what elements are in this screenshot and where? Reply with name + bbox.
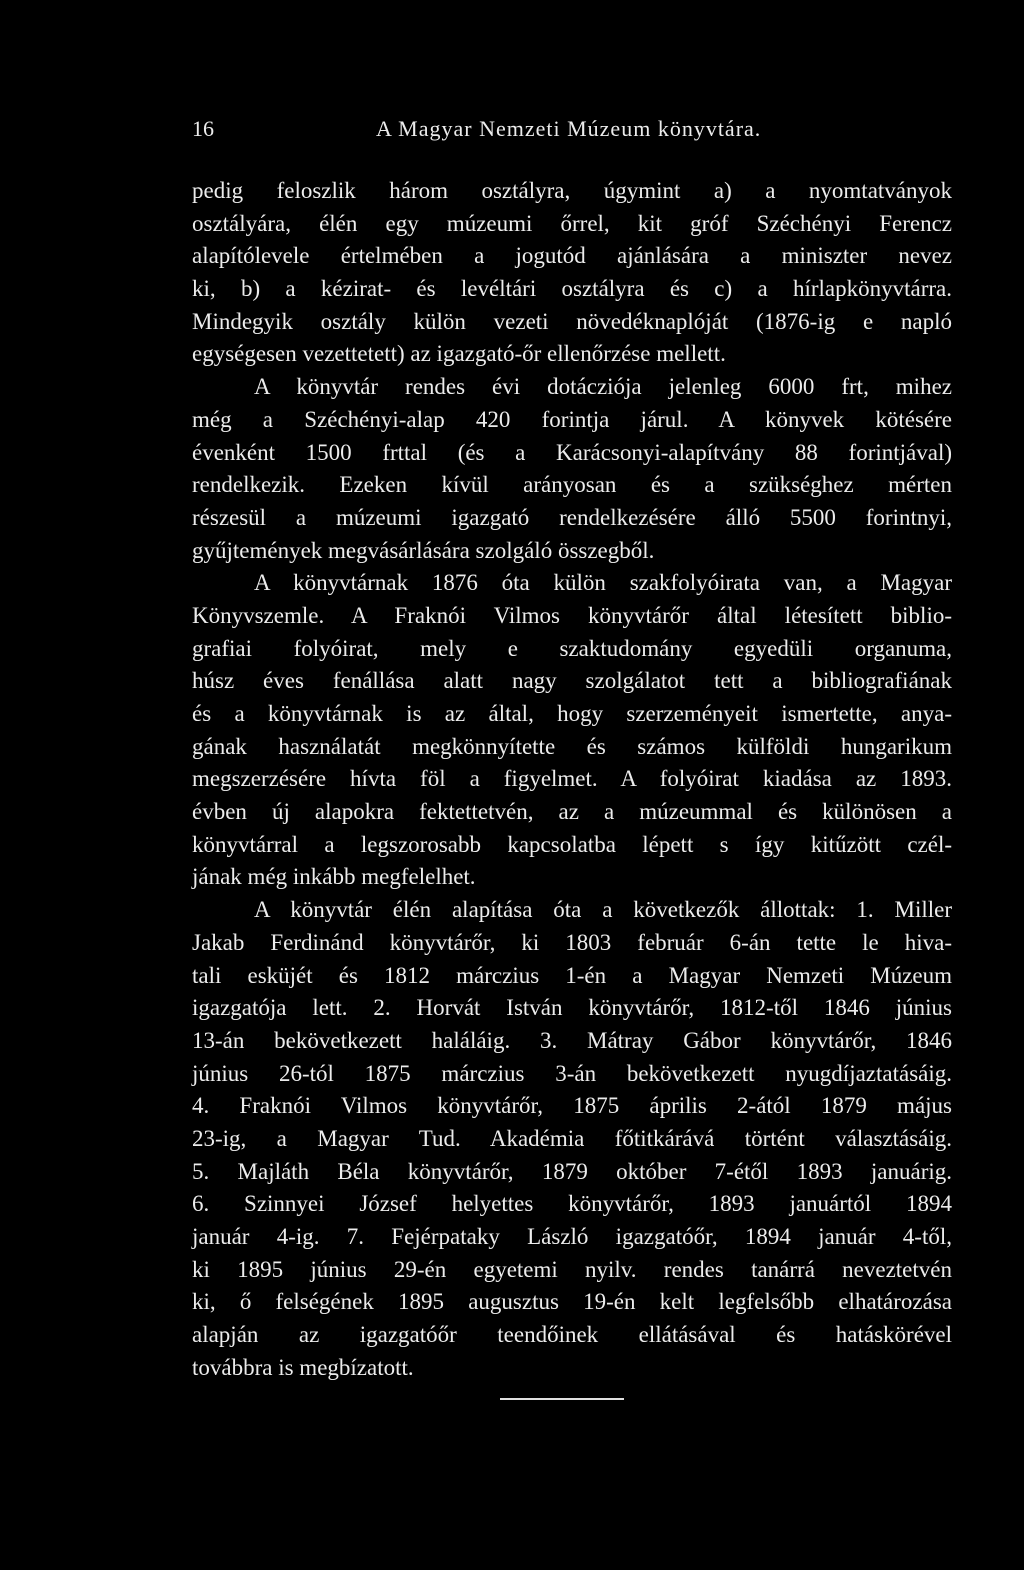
text-line: ki 1895 június 29-én egyetemi nyilv. rendes tanárrá neveztetvén <box>192 1256 952 1282</box>
text-line: alapítólevele értelmében a jogutód ajánlására a miniszter nevez <box>192 243 952 269</box>
running-title: A Magyar Nemzeti Múzeum könyvtára. <box>376 116 762 141</box>
section-end-rule <box>500 1398 624 1400</box>
text-line: jának még inkább megfelelhet. <box>192 864 476 890</box>
text-line: 13-án bekövetkezett haláláig. 3. Mátray Gábor könyvtárőr, 1846 <box>192 1027 952 1053</box>
text-line: A könyvtár élén alapítása óta a következők állottak: 1. Miller <box>254 897 952 923</box>
text-line: osztályára, élén egy múzeumi őrrel, kit gróf Széchényi Ferencz <box>192 210 952 236</box>
text-line: Jakab Ferdinánd könyvtárőr, ki 1803 február 6-án tette le hiva- <box>192 929 952 955</box>
text-line: továbbra is megbízatott. <box>192 1354 414 1380</box>
text-line: alapján az igazgatóőr teendőinek ellátásával és hatáskörével <box>192 1322 952 1348</box>
text-line: ki, b) a kézirat- és levéltári osztályra és c) a hírlapkönyvtárra. <box>192 276 952 302</box>
page-number: 16 <box>192 116 214 141</box>
text-line: tali esküjét és 1812 márczius 1-én a Magyar Nemzeti Múzeum <box>192 962 952 988</box>
text-line: grafiai folyóirat, mely e szaktudomány egyedüli organuma, <box>192 635 952 661</box>
text-line: ki, ő felségének 1895 augusztus 19-én kelt legfelsőbb elhatározása <box>192 1289 952 1315</box>
text-line: A könyvtárnak 1876 óta külön szakfolyóirata van, a Magyar <box>254 570 952 596</box>
text-line: rendelkezik. Ezeken kívül arányosan és a szükséghez mérten <box>192 472 952 498</box>
text-line: igazgatója lett. 2. Horvát István könyvtárőr, 1812-től 1846 június <box>192 995 952 1021</box>
text-line: részesül a múzeumi igazgató rendelkezésére álló 5500 forintnyi, <box>192 504 952 530</box>
text-line: június 26-tól 1875 márczius 3-án bekövetkezett nyugdíjaztatásáig. <box>192 1060 952 1086</box>
text-line: Könyvszemle. A Fraknói Vilmos könyvtárőr által létesített biblio- <box>192 602 952 628</box>
text-line: könyvtárral a legszorosabb kapcsolatba lépett s így kitűzött czél- <box>192 831 952 857</box>
text-line: január 4-ig. 7. Fejérpataky László igazgatóőr, 1894 január 4-től, <box>192 1224 952 1249</box>
body-text <box>192 175 952 1384</box>
text-line: évben új alapokra fektettetvén, az a múzeummal és különösen a <box>192 799 952 825</box>
text-line: és a könyvtárnak is az által, hogy szerzeményeit ismertette, anya- <box>192 701 952 726</box>
text-line: még a Széchényi-alap 420 forintja járul. A könyvek kötésére <box>192 406 952 432</box>
text-line: gának használatát megkönnyítette és számos külföldi hungarikum <box>192 733 952 759</box>
text-line: évenként 1500 frttal (és a Karácsonyi-alapítvány 88 forintjával) <box>192 439 952 465</box>
text-line: 5. Majláth Béla könyvtárőr, 1879 október 7-étől 1893 januárig. <box>192 1158 952 1184</box>
text-line: Mindegyik osztály külön vezeti növedéknaplóját (1876-ig e napló <box>192 308 952 334</box>
page-header <box>192 116 952 146</box>
text-line: egységesen vezettetett) az igazgató-őr ellenőrzése mellett. <box>192 341 726 367</box>
text-line: 23-ig, a Magyar Tud. Akadémia főtitkárává történt választásáig. <box>192 1125 952 1151</box>
text-line: gyűjtemények megvásárlására szolgáló összegből. <box>192 537 655 563</box>
text-line: 4. Fraknói Vilmos könyvtárőr, 1875 április 2-ától 1879 május <box>192 1093 952 1119</box>
text-line: megszerzésére hívta föl a figyelmet. A folyóirat kiadása az 1893. <box>192 766 952 792</box>
text-line: 6. Szinnyei József helyettes könyvtárőr, 1893 januártól 1894 <box>192 1191 952 1217</box>
text-line: pedig feloszlik három osztályra, úgymint a) a nyomtatványok <box>192 178 952 203</box>
text-line: A könyvtár rendes évi dotácziója jelenleg 6000 frt, mihez <box>254 374 952 400</box>
text-line: húsz éves fenállása alatt nagy szolgálatot tett a bibliografiának <box>192 668 952 694</box>
